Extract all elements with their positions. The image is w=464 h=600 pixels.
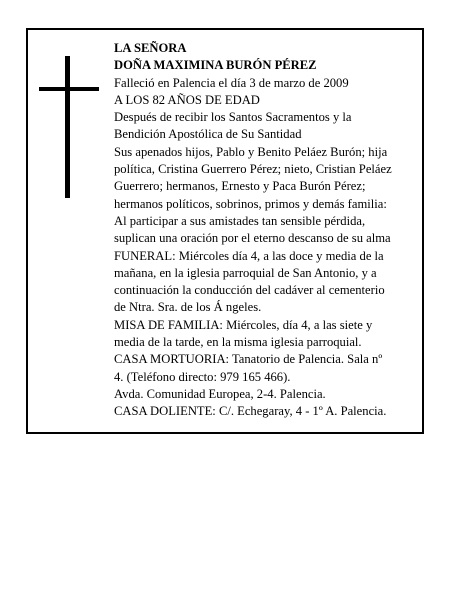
notice-text (114, 40, 419, 421)
notice-line: suplican una oración por el eterno descanso de su alma (114, 231, 391, 246)
notice-title: LA SEÑORA (114, 41, 187, 55)
notice-line: media de la tarde, en la misma iglesia parroquial. (114, 335, 362, 350)
notice-line: Sus apenados hijos, Pablo y Benito Peláez Burón; hija (114, 144, 388, 159)
notice-line: Avda. Comunidad Europea, 2-4. Palencia. (114, 386, 326, 401)
deceased-name: DOÑA MAXIMINA BURÓN PÉREZ (114, 58, 317, 73)
notice-line: política, Cristina Guerrero Pérez; nieto, Cristian Peláez (114, 162, 392, 177)
notice-line: MISA DE FAMILIA: Miércoles, día 4, a las siete y (114, 317, 373, 332)
notice-line: hermanos políticos, sobrinos, primos y demás familia: (114, 196, 387, 211)
notice-line: 4. (Teléfono directo: 979 165 466). (114, 369, 291, 384)
notice-line: Bendición Apostólica de Su Santidad (114, 127, 302, 142)
notice-line: continuación la conducción del cadáver al cementerio (114, 283, 385, 298)
cross-horizontal-bar (39, 87, 99, 91)
notice-line: FUNERAL: Miércoles día 4, a las doce y media de la (114, 248, 384, 263)
notice-line: Al participar a sus amistades tan sensible pérdida, (114, 213, 366, 228)
cross-vertical-bar (65, 56, 70, 198)
cross-icon (39, 56, 99, 198)
notice-line: Falleció en Palencia el día 3 de marzo de 2009 (114, 75, 349, 90)
notice-line: Guerrero; hermanos, Ernesto y Paca Burón Pérez; (114, 179, 366, 194)
notice-line: CASA DOLIENTE: C/. Echegaray, 4 - 1º A. Palencia. (114, 404, 387, 419)
notice-line: Después de recibir los Santos Sacramentos y la (114, 110, 352, 125)
obituary-notice (26, 28, 424, 434)
notice-line: mañana, en la iglesia parroquial de San Antonio, y a (114, 265, 377, 280)
notice-line: A LOS 82 AÑOS DE EDAD (114, 92, 260, 107)
notice-line: CASA MORTUORIA: Tanatorio de Palencia. Sala nº (114, 352, 383, 367)
notice-line: de Ntra. Sra. de los Á ngeles. (114, 300, 262, 315)
